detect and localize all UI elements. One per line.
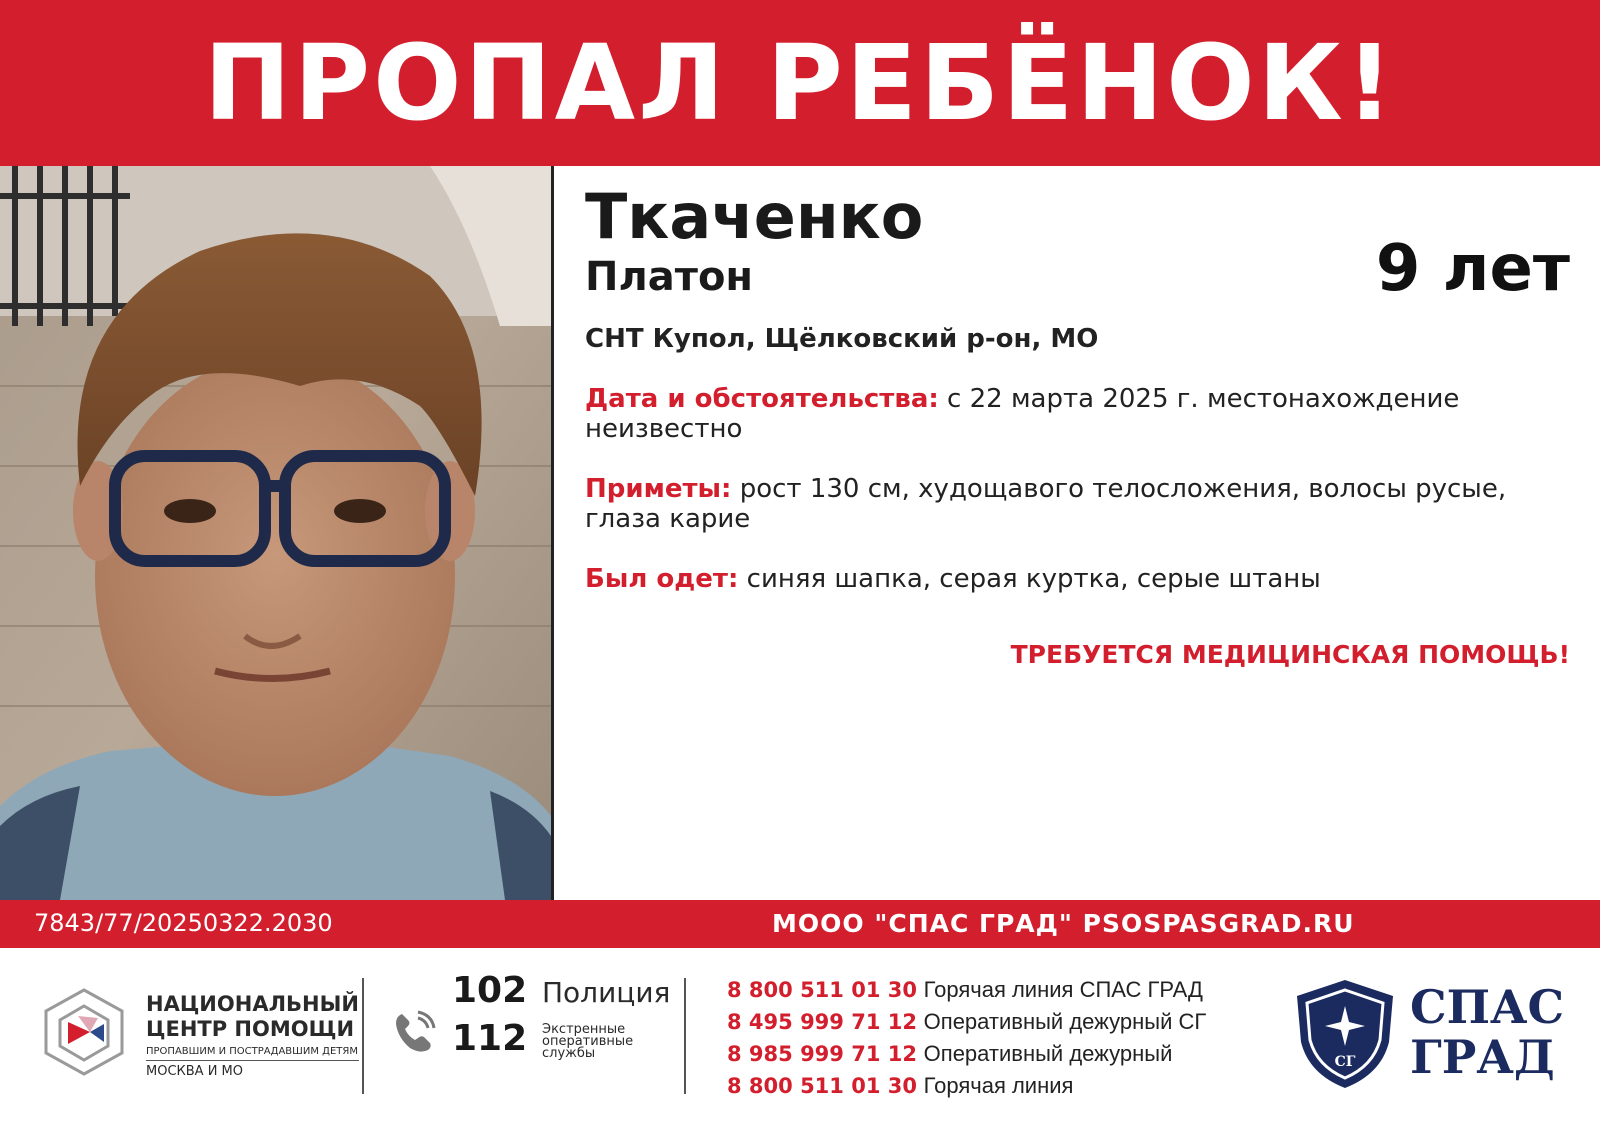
child-photo — [0, 166, 554, 900]
spasgrad-line2: ГРАД — [1410, 1030, 1555, 1084]
footer — [0, 948, 1600, 1127]
hotline-row — [727, 1074, 1073, 1098]
features-label: Приметы: — [585, 474, 732, 504]
medical-notice: ТРЕБУЕТСЯ МЕДИЦИНСКАЯ ПОМОЩЬ! — [1010, 640, 1570, 669]
clothing-field — [585, 564, 1545, 594]
hotline-number[interactable]: 8 800 511 01 30 — [727, 978, 917, 1002]
ncp-line4: МОСКВА И МО — [146, 1064, 244, 1079]
circumstances-value-2: неизвестно — [585, 414, 743, 444]
hotline-label: Горячая линия СПАС ГРАД — [923, 977, 1203, 1002]
emergency-label-112-line2: оперативные — [542, 1034, 634, 1049]
emergency-label-112-line1: Экстренные — [542, 1022, 626, 1037]
ncp-line3: ПРОПАВШИМ И ПОСТРАДАВШИМ ДЕТЯМ — [146, 1046, 359, 1061]
org-site-link[interactable]: МООО "СПАС ГРАД" PSOSPASGRAD.RU — [772, 909, 1355, 938]
info-strip — [0, 900, 1600, 948]
header-banner — [0, 0, 1600, 166]
age: 9 лет — [1375, 232, 1570, 306]
features-value-2: глаза карие — [585, 504, 751, 534]
emergency-label-112 — [542, 1024, 633, 1060]
circumstances-value-1: с 22 марта 2025 г. местонахождение — [947, 384, 1460, 414]
divider — [362, 978, 364, 1094]
hotline-number[interactable]: 8 985 999 71 12 — [727, 1042, 917, 1066]
divider — [684, 978, 686, 1094]
emergency-number-102[interactable]: 102 — [452, 970, 528, 1011]
spasgrad-line1: СПАС — [1410, 980, 1565, 1034]
hotline-label: Оперативный дежурный СГ — [923, 1009, 1207, 1034]
clothing-value: синяя шапка, серая куртка, серые штаны — [746, 564, 1321, 594]
ncp-line1: НАЦИОНАЛЬНЫЙ — [146, 992, 359, 1016]
info-panel — [585, 166, 1570, 900]
hotline-label: Оперативный дежурный — [923, 1041, 1173, 1066]
hotline-row — [727, 1042, 1172, 1066]
page-title: ПРОПАЛ РЕБЁНОК! — [203, 22, 1397, 144]
circumstances-field — [585, 384, 1545, 444]
hotline-number[interactable]: 8 800 511 01 30 — [727, 1074, 917, 1098]
emergency-label-102: Полиция — [542, 976, 671, 1009]
first-name: Платон — [585, 254, 754, 300]
ncp-line2: ЦЕНТР ПОМОЩИ — [146, 1017, 355, 1041]
features-value-1: рост 130 см, худощавого телосложения, волосы русые, — [739, 474, 1507, 504]
features-field — [585, 474, 1545, 534]
hotline-row — [727, 978, 1203, 1002]
ncp-logo-icon — [38, 986, 130, 1078]
hotline-label: Горячая линия — [923, 1073, 1074, 1098]
case-id: 7843/77/20250322.2030 — [34, 909, 333, 937]
clothing-label: Был одет: — [585, 564, 739, 594]
emergency-label-112-line3: службы — [542, 1046, 596, 1061]
hotline-number[interactable]: 8 495 999 71 12 — [727, 1010, 917, 1034]
spasgrad-shield-icon — [1293, 978, 1397, 1090]
ncp-text — [146, 992, 359, 1079]
location: СНТ Купол, Щёлковский р-он, МО — [585, 324, 1099, 354]
spasgrad-badge: СГ — [1334, 1054, 1356, 1070]
spasgrad-text — [1410, 982, 1564, 1082]
emergency-number-112[interactable]: 112 — [452, 1018, 528, 1059]
circumstances-label: Дата и обстоятельства: — [585, 384, 939, 414]
phone-icon — [392, 1010, 436, 1054]
surname: Ткаченко — [585, 180, 924, 253]
hotline-row — [727, 1010, 1206, 1034]
